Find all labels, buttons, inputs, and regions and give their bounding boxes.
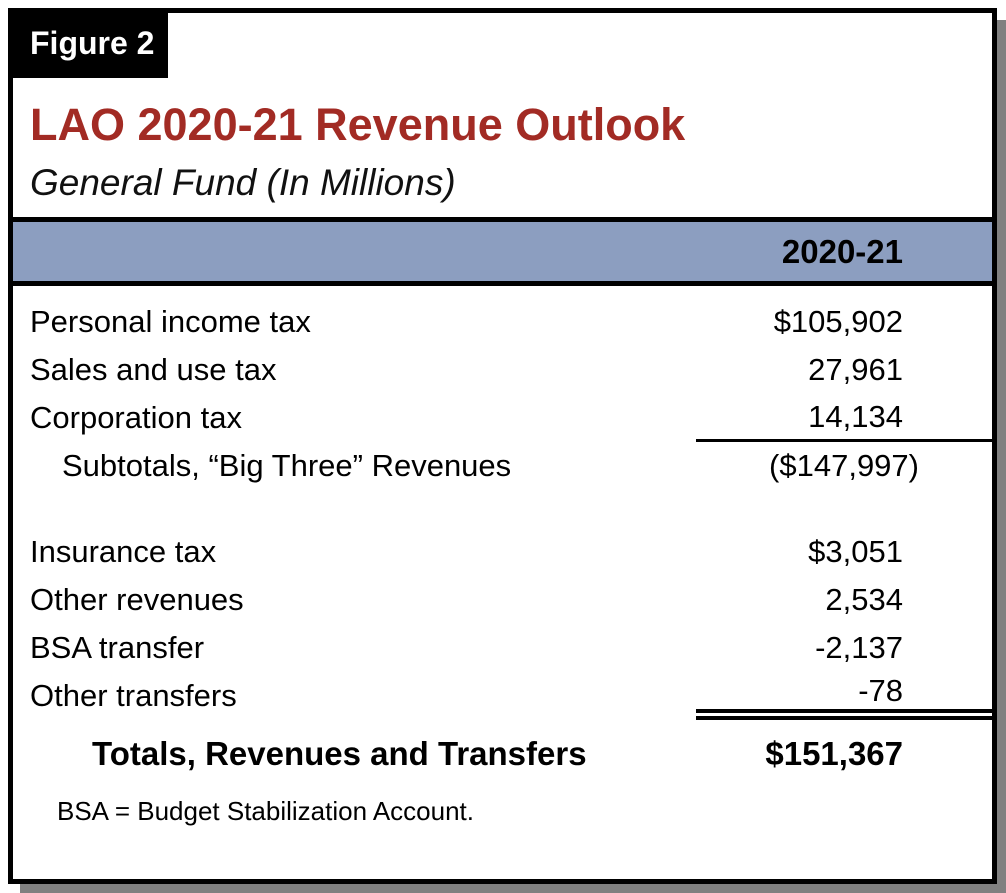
column-header-2020-21: 2020-21 — [781, 232, 903, 270]
row-value — [696, 728, 992, 780]
row-value-text: $105,902 — [773, 304, 903, 339]
figure-number-badge — [8, 8, 168, 78]
row-label: Totals, Revenues and Transfers — [92, 735, 587, 772]
row-label: Subtotals, “Big Three” Revenues — [62, 448, 512, 483]
footnote: BSA = Budget Stabilization Account. — [57, 796, 475, 826]
table-row — [13, 298, 992, 346]
row-label: Personal income tax — [30, 304, 311, 339]
row-label: Sales and use tax — [30, 352, 277, 387]
row-label: BSA transfer — [30, 630, 205, 665]
row-value — [696, 624, 992, 672]
figure-title: LAO 2020-21 Revenue Outlook — [30, 99, 686, 150]
row-value — [696, 672, 992, 720]
row-value-text: $3,051 — [808, 534, 903, 569]
row-value-text: 2,534 — [825, 582, 903, 617]
row-value — [696, 576, 992, 624]
table-row — [13, 672, 992, 720]
table-row — [13, 576, 992, 624]
row-label: Insurance tax — [30, 534, 217, 569]
table-row — [13, 442, 992, 490]
figure-subtitle: General Fund (In Millions) — [30, 162, 456, 203]
row-value-text: -78 — [858, 672, 903, 708]
table-header-band — [13, 217, 992, 286]
row-value-text: ($147,997) — [769, 448, 919, 483]
row-label: Other revenues — [30, 582, 244, 617]
row-value — [696, 528, 992, 576]
table-row — [13, 624, 992, 672]
row-label: Corporation tax — [30, 400, 242, 435]
row-value — [696, 346, 992, 394]
row-value-text: $151,367 — [765, 735, 903, 772]
figure-number-text: Figure 2 — [30, 24, 155, 61]
table-row — [13, 346, 992, 394]
table-body — [13, 298, 992, 780]
row-value — [696, 442, 992, 490]
table-row — [13, 394, 992, 442]
figure-frame — [8, 8, 997, 884]
row-value-text: 14,134 — [808, 398, 903, 434]
row-value-text: 27,961 — [808, 352, 903, 387]
row-value — [696, 298, 992, 346]
row-label: Other transfers — [30, 678, 237, 713]
row-value-text: -2,137 — [815, 630, 903, 665]
table-row — [13, 528, 992, 576]
row-value — [696, 394, 992, 442]
table-row — [13, 728, 992, 780]
